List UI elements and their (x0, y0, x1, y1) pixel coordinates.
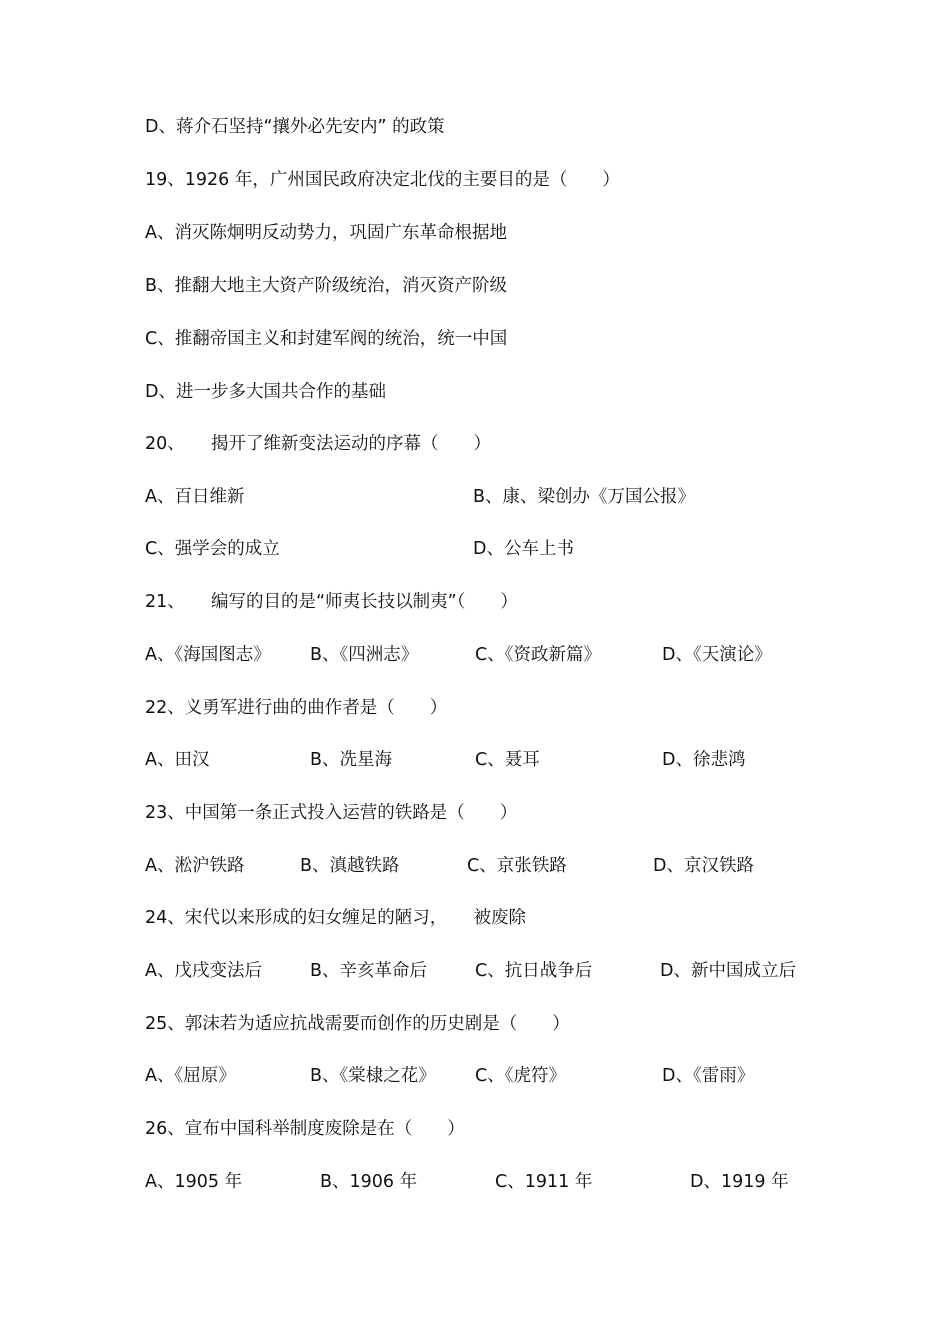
option-19-b: B、推翻大地主大资产阶级统治，消灭资产阶级 (145, 276, 508, 296)
option-19-d: D、进一步多大国共合作的基础 (145, 382, 386, 402)
option-26-c: C、1911 年 (495, 1172, 593, 1192)
question-20: 20、 揭开了维新变法运动的序幕（ ） (145, 434, 492, 454)
option-23-b: B、滇越铁路 (300, 856, 400, 876)
option-21-d: D、《天演论》 (662, 645, 772, 665)
question-24: 24、宋代以来形成的妇女缠足的陋习， 被废除 (145, 908, 527, 928)
option-22-d: D、徐悲鸿 (662, 750, 746, 770)
option-22-c: C、聂耳 (475, 750, 540, 770)
option-18-d: D、蒋介石坚持“攘外必先安内” 的政策 (145, 117, 445, 137)
option-25-b: B、《棠棣之花》 (310, 1066, 436, 1086)
option-26-d: D、1919 年 (690, 1172, 789, 1192)
option-25-d: D、《雷雨》 (662, 1066, 755, 1086)
option-24-d: D、新中国成立后 (660, 961, 796, 981)
option-21-b: B、《四洲志》 (310, 645, 419, 665)
option-22-b: B、冼星海 (310, 750, 393, 770)
option-21-a: A、《海国图志》 (145, 645, 271, 665)
question-23: 23、中国第一条正式投入运营的铁路是（ ） (145, 803, 518, 823)
option-20-d: D、公车上书 (473, 539, 574, 559)
option-21-c: C、《资政新篇》 (475, 645, 601, 665)
option-20-b: B、康、梁创办《万国公报》 (473, 487, 696, 507)
option-19-c: C、推翻帝国主义和封建军阀的统治，统一中国 (145, 329, 508, 349)
question-25: 25、郭沫若为适应抗战需要而创作的历史剧是（ ） (145, 1014, 570, 1034)
option-23-d: D、京汉铁路 (653, 856, 754, 876)
option-20-c: C、强学会的成立 (145, 539, 280, 559)
question-19: 19、1926 年，广州国民政府决定北伐的主要目的是（ ） (145, 170, 620, 190)
option-25-a: A、《屈原》 (145, 1066, 236, 1086)
option-23-c: C、京张铁路 (467, 856, 567, 876)
option-24-b: B、辛亥革命后 (310, 961, 428, 981)
question-26: 26、宣布中国科举制度废除是在（ ） (145, 1119, 465, 1139)
option-25-c: C、《虎符》 (475, 1066, 566, 1086)
option-24-a: A、戊戌变法后 (145, 961, 262, 981)
option-24-c: C、抗日战争后 (475, 961, 593, 981)
question-22: 22、义勇军进行曲的曲作者是（ ） (145, 698, 448, 718)
option-19-a: A、消灭陈炯明反动势力，巩固广东革命根据地 (145, 223, 507, 243)
question-21: 21、 编写的目的是“师夷长技以制夷”（ ） (145, 592, 518, 612)
option-23-a: A、淞沪铁路 (145, 856, 245, 876)
option-22-a: A、田汉 (145, 750, 210, 770)
option-26-b: B、1906 年 (320, 1172, 418, 1192)
option-26-a: A、1905 年 (145, 1172, 243, 1192)
option-20-a: A、百日维新 (145, 487, 245, 507)
